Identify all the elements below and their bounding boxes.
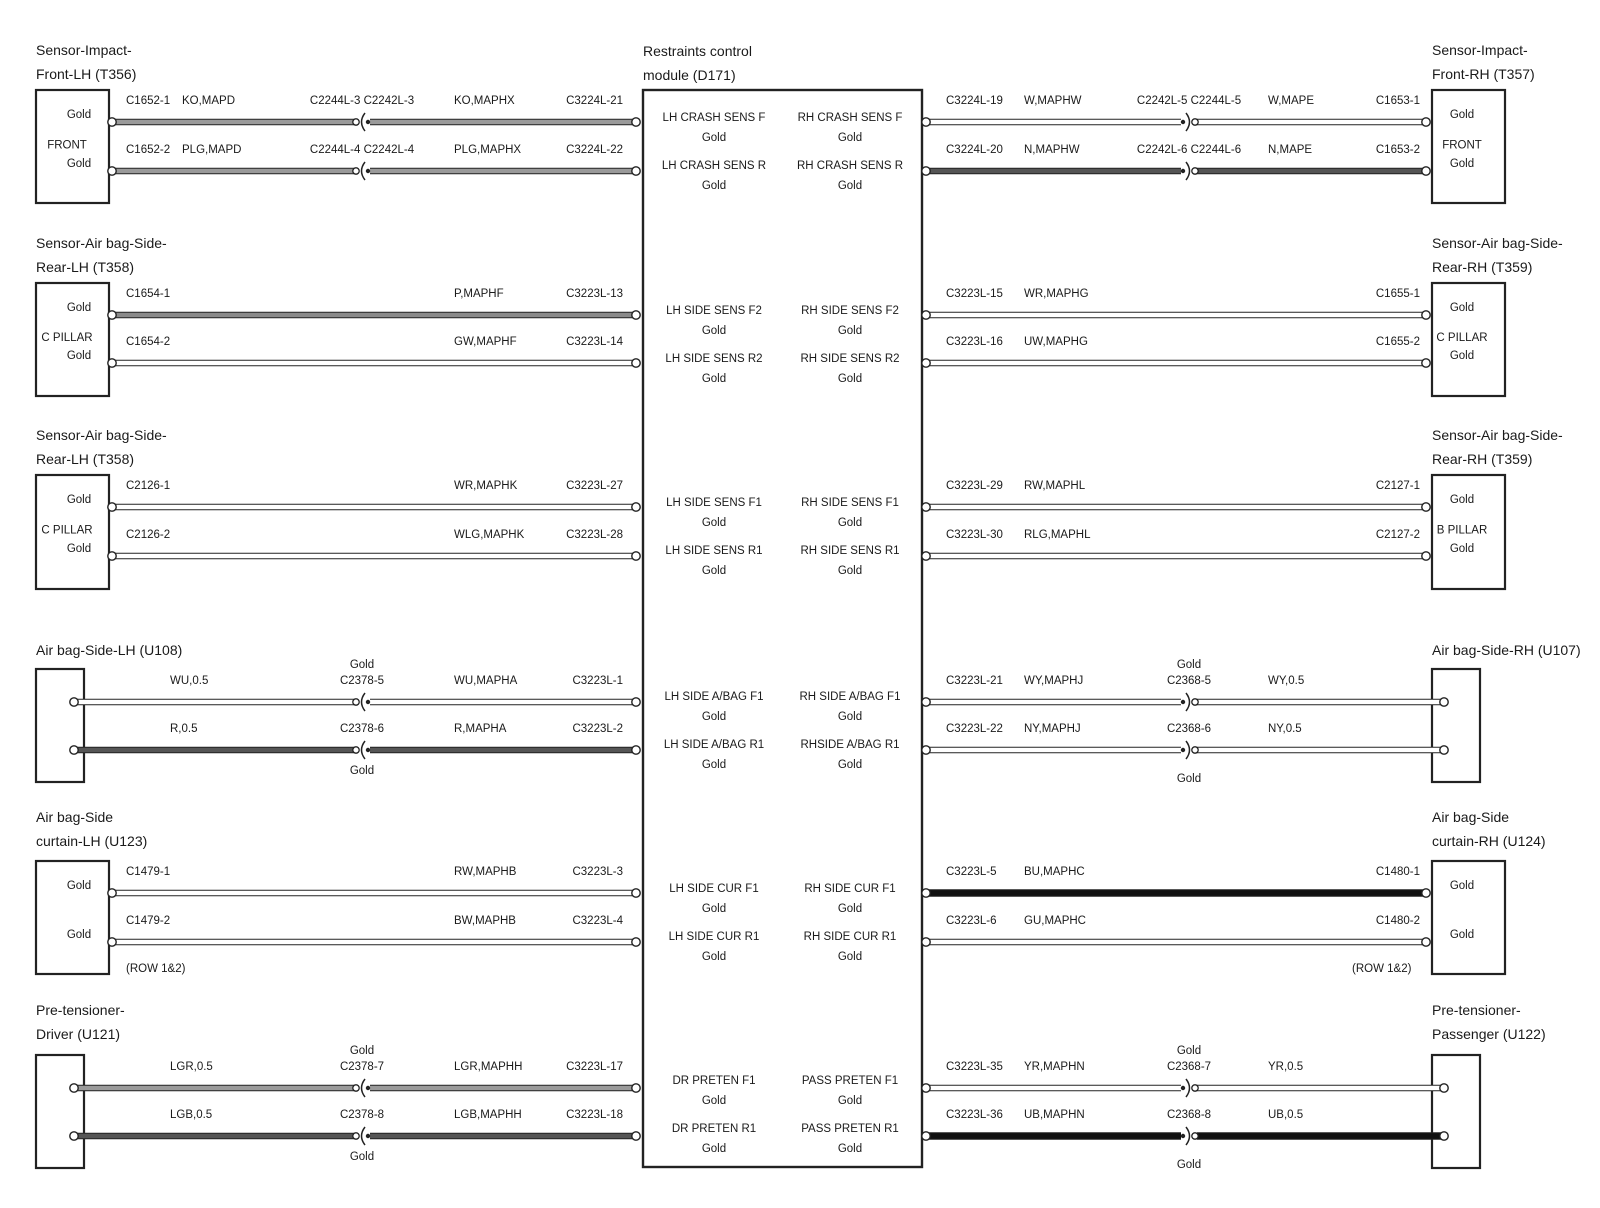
module-pin-label-right: RH CRASH SENS F xyxy=(797,112,903,124)
module-pin-gold-left: Gold xyxy=(701,903,727,915)
wire-code-left-2: WLG,MAPHK xyxy=(454,529,525,541)
wire-code-left-2: GW,MAPHF xyxy=(454,336,517,348)
connector-dot xyxy=(366,748,370,752)
component-box-left xyxy=(36,861,109,974)
component-title-right: Sensor-Air bag-Side- xyxy=(1432,235,1563,251)
module-pin-gold-left: Gold xyxy=(701,565,727,577)
module-pin-label-left: LH SIDE A/BAG F1 xyxy=(664,691,764,703)
component-title-right: Pre-tensioner- xyxy=(1432,1002,1521,1018)
wire-end-right xyxy=(1422,938,1430,946)
connector-label: C2244L-3 C2242L-3 xyxy=(309,95,415,107)
module-connector-pin-left: C3223L-27 xyxy=(566,480,623,492)
wire-code-right-2: UB,0.5 xyxy=(1268,1109,1304,1121)
module-connector-pin-right: C3223L-36 xyxy=(946,1109,1003,1121)
connector-pin xyxy=(1192,168,1198,174)
component-box-label-left: Gold xyxy=(66,929,92,941)
connector-dot xyxy=(1181,120,1185,124)
connector-label: C2244L-4 C2242L-4 xyxy=(309,144,415,156)
module-pin-label-left: LH SIDE A/BAG R1 xyxy=(663,739,765,751)
connector-arc xyxy=(1186,1127,1190,1145)
wire-code-left-1: WU,0.5 xyxy=(170,675,209,687)
inline-connector-left xyxy=(353,162,370,180)
wire-code-left-1: R,0.5 xyxy=(170,723,198,735)
wire-code-left-2: KO,MAPHX xyxy=(454,95,515,107)
wire-code-right-1: RLG,MAPHL xyxy=(1024,529,1091,541)
inline-connector-left xyxy=(353,113,370,131)
note-left: (ROW 1&2) xyxy=(126,963,186,975)
component-pin-right: C1653-1 xyxy=(1375,95,1420,107)
module-pin-gold-right: Gold xyxy=(837,325,863,337)
module-connector-pin-right: C3223L-29 xyxy=(946,480,1003,492)
connector-gold-top-left: Gold xyxy=(349,659,375,671)
module-pin-gold-right: Gold xyxy=(837,517,863,529)
wire-end-module-left xyxy=(632,167,640,175)
module-pin-label-left: LH SIDE SENS R2 xyxy=(665,353,763,365)
wire-end-module-right xyxy=(922,938,930,946)
inline-connector-left xyxy=(353,1127,370,1145)
component-box-label-left: Gold xyxy=(66,109,92,121)
module-connector-pin-right: C3223L-6 xyxy=(946,915,997,927)
module-pin-gold-right: Gold xyxy=(837,565,863,577)
connector-dot xyxy=(366,1086,370,1090)
connector-pin xyxy=(1192,119,1198,125)
wire-end-left xyxy=(108,311,116,319)
module-connector-pin-left: C3223L-1 xyxy=(572,675,623,687)
connector-gold-bottom-left: Gold xyxy=(349,1151,375,1163)
connector-arc xyxy=(362,693,366,711)
module-pin-gold-left: Gold xyxy=(701,517,727,529)
inline-connector-right xyxy=(1181,693,1198,711)
module-pin-gold-left: Gold xyxy=(701,325,727,337)
wire-code-right-1: WY,MAPHJ xyxy=(1024,675,1084,687)
module-pin-gold-left: Gold xyxy=(701,711,727,723)
wire-code-right-2: YR,0.5 xyxy=(1268,1061,1304,1073)
component-title-left: Front-LH (T356) xyxy=(36,66,137,82)
wire-code-right-1: YR,MAPHN xyxy=(1024,1061,1085,1073)
component-pin-left: C2126-1 xyxy=(126,480,171,492)
connector-arc xyxy=(362,1079,366,1097)
component-title-right: Front-RH (T357) xyxy=(1432,66,1535,82)
connector-gold-top-right: Gold xyxy=(1176,659,1202,671)
wire-code-right-1: GU,MAPHC xyxy=(1024,915,1086,927)
module-connector-pin-left: C3223L-3 xyxy=(572,866,623,878)
component-box-right xyxy=(1432,669,1480,782)
component-box-label-right: Gold xyxy=(1449,109,1475,121)
module-pin-gold-left: Gold xyxy=(701,373,727,385)
component-title-left: Sensor-Impact- xyxy=(36,42,132,58)
module-pin-label-right: RH SIDE SENS F2 xyxy=(801,305,899,317)
module-connector-pin-right: C3223L-30 xyxy=(946,529,1003,541)
module-pin-label-left: LH CRASH SENS F xyxy=(662,112,766,124)
module-title-line1: Restraints control xyxy=(643,43,752,59)
connector-arc xyxy=(362,113,366,131)
restraints-control-module-box xyxy=(643,90,922,1167)
connector-gold-bottom-left: Gold xyxy=(349,765,375,777)
module-connector-pin-left: C3223L-14 xyxy=(566,336,623,348)
module-pin-label-right: RHSIDE A/BAG R1 xyxy=(800,739,900,751)
wire-end-module-right xyxy=(922,889,930,897)
module-connector-pin-left: C3223L-28 xyxy=(566,529,623,541)
wire-end-module-left xyxy=(632,503,640,511)
wire-code-left-2: PLG,MAPHX xyxy=(454,144,522,156)
wire-end-right xyxy=(1440,1132,1448,1140)
wire-code-left-1: LGB,0.5 xyxy=(170,1109,213,1121)
component-title-left: Rear-LH (T358) xyxy=(36,451,135,467)
connector-pin xyxy=(353,699,359,705)
component-pin-right: C1655-1 xyxy=(1375,288,1420,300)
connector-label: C2378-8 xyxy=(339,1109,385,1121)
module-pin-label-right: RH SIDE CUR R1 xyxy=(803,931,897,943)
component-title-left: Air bag-Side-LH (U108) xyxy=(36,642,183,658)
module-connector-pin-left: C3223L-4 xyxy=(572,915,623,927)
connector-dot xyxy=(366,120,370,124)
wire-code-left-2: P,MAPHF xyxy=(454,288,504,300)
component-box-label-right: Gold xyxy=(1449,350,1475,362)
module-connector-pin-left: C3224L-21 xyxy=(566,95,623,107)
component-pin-right: C1480-1 xyxy=(1375,866,1420,878)
inline-connector-right xyxy=(1181,1079,1198,1097)
wire-code-right-1: W,MAPHW xyxy=(1024,95,1082,107)
component-pin-left: C1654-1 xyxy=(126,288,171,300)
component-box-label-left: C PILLAR xyxy=(41,524,93,537)
module-pin-label-right: RH SIDE CUR F1 xyxy=(804,883,896,895)
wire-end-module-left xyxy=(632,552,640,560)
wire-end-module-left xyxy=(632,359,640,367)
wire-end-module-right xyxy=(922,311,930,319)
connector-gold-top-left: Gold xyxy=(349,1045,375,1057)
connector-pin xyxy=(353,1133,359,1139)
connector-gold-bottom-right: Gold xyxy=(1176,773,1202,785)
component-pin-right: C2127-2 xyxy=(1375,529,1420,541)
component-box-label-left: FRONT xyxy=(47,139,87,152)
wire-end-left xyxy=(70,746,78,754)
wire-end-module-left xyxy=(632,311,640,319)
wire-code-right-1: RW,MAPHL xyxy=(1024,480,1086,492)
component-box-right xyxy=(1432,1055,1480,1168)
component-title-right: Sensor-Air bag-Side- xyxy=(1432,427,1563,443)
module-pin-label-left: LH SIDE CUR F1 xyxy=(669,883,759,895)
wire-end-module-right xyxy=(922,118,930,126)
connector-dot xyxy=(366,700,370,704)
wire-code-left-2: WR,MAPHK xyxy=(454,480,518,492)
module-connector-pin-right: C3223L-35 xyxy=(946,1061,1003,1073)
module-connector-pin-right: C3224L-19 xyxy=(946,95,1003,107)
module-connector-pin-right: C3223L-15 xyxy=(946,288,1003,300)
wire-end-module-right xyxy=(922,167,930,175)
component-title-right: curtain-RH (U124) xyxy=(1432,833,1546,849)
wire-code-left-1: PLG,MAPD xyxy=(182,144,242,156)
component-box-label-right: FRONT xyxy=(1442,139,1482,152)
component-box-label-right: Gold xyxy=(1449,929,1475,941)
component-box-label-left: Gold xyxy=(66,880,92,892)
module-pin-label-right: RH SIDE A/BAG F1 xyxy=(799,691,901,703)
connector-label: C2378-5 xyxy=(339,675,385,687)
module-pin-label-right: PASS PRETEN F1 xyxy=(801,1075,899,1087)
wire-end-module-right xyxy=(922,1084,930,1092)
component-pin-left: C1479-1 xyxy=(126,866,171,878)
wire-code-right-1: BU,MAPHC xyxy=(1024,866,1085,878)
wire-end-left xyxy=(70,1084,78,1092)
connector-arc xyxy=(362,1127,366,1145)
component-box-label-left: Gold xyxy=(66,494,92,506)
component-pin-right: C1653-2 xyxy=(1375,144,1420,156)
module-connector-pin-left: C3223L-18 xyxy=(566,1109,623,1121)
wire-code-left-1: KO,MAPD xyxy=(182,95,236,107)
connector-arc xyxy=(1186,113,1190,131)
wire-end-module-left xyxy=(632,938,640,946)
connector-pin xyxy=(1192,1085,1198,1091)
module-pin-label-left: LH SIDE SENS F1 xyxy=(666,497,762,509)
component-box-label-left: Gold xyxy=(66,158,92,170)
connector-label: C2368-5 xyxy=(1166,675,1212,687)
wire-end-module-left xyxy=(632,889,640,897)
inline-connector-right xyxy=(1181,162,1198,180)
connector-dot xyxy=(366,1134,370,1138)
component-box-label-right: B PILLAR xyxy=(1436,524,1488,537)
wire-code-left-2: LGR,MAPHH xyxy=(454,1061,523,1073)
connector-dot xyxy=(366,169,370,173)
connector-label: C2368-8 xyxy=(1166,1109,1212,1121)
component-pin-left: C1479-2 xyxy=(126,915,171,927)
module-pin-gold-right: Gold xyxy=(837,951,863,963)
component-box-label-right: Gold xyxy=(1449,158,1475,170)
connector-arc xyxy=(1186,162,1190,180)
component-title-right: Rear-RH (T359) xyxy=(1432,259,1533,275)
inline-connector-right xyxy=(1181,741,1198,759)
connector-dot xyxy=(1181,1134,1185,1138)
connector-gold-bottom-right: Gold xyxy=(1176,1159,1202,1171)
component-title-left: Sensor-Air bag-Side- xyxy=(36,427,167,443)
component-title-left: Pre-tensioner- xyxy=(36,1002,125,1018)
wire-end-module-right xyxy=(922,359,930,367)
component-pin-right: C1655-2 xyxy=(1375,336,1420,348)
connector-label: C2242L-6 C2244L-6 xyxy=(1136,144,1242,156)
module-connector-pin-left: C3223L-17 xyxy=(566,1061,623,1073)
wire-end-left xyxy=(108,503,116,511)
connector-arc xyxy=(1186,741,1190,759)
wire-end-right xyxy=(1440,1084,1448,1092)
module-pin-gold-left: Gold xyxy=(701,951,727,963)
wire-end-module-right xyxy=(922,1132,930,1140)
component-box-label-right: Gold xyxy=(1449,880,1475,892)
wire-end-right xyxy=(1422,167,1430,175)
module-pin-label-right: RH SIDE SENS R2 xyxy=(800,353,900,365)
module-pin-label-left: LH SIDE SENS F2 xyxy=(666,305,762,317)
wire-code-right-1: NY,MAPHJ xyxy=(1024,723,1081,735)
wire-end-right xyxy=(1422,118,1430,126)
wire-end-left xyxy=(108,359,116,367)
component-box-label-left: Gold xyxy=(66,302,92,314)
module-connector-pin-right: C3223L-21 xyxy=(946,675,1003,687)
wire-code-right-2: NY,0.5 xyxy=(1268,723,1302,735)
connector-label: C2368-6 xyxy=(1166,723,1212,735)
component-box-label-left: C PILLAR xyxy=(41,332,93,344)
component-pin-left: C2126-2 xyxy=(126,529,171,541)
component-title-left: curtain-LH (U123) xyxy=(36,833,148,849)
module-connector-pin-right: C3223L-5 xyxy=(946,866,997,878)
component-box-label-left: Gold xyxy=(66,350,92,362)
module-pin-label-left: LH CRASH SENS R xyxy=(661,160,767,172)
module-connector-pin-right: C3224L-20 xyxy=(946,144,1003,156)
wire-code-right-1: UW,MAPHG xyxy=(1024,336,1088,348)
wire-end-left xyxy=(108,889,116,897)
module-pin-gold-right: Gold xyxy=(837,759,863,771)
component-title-right: Sensor-Impact- xyxy=(1432,42,1528,58)
module-connector-pin-left: C3223L-2 xyxy=(572,723,623,735)
wire-end-module-right xyxy=(922,503,930,511)
wire-code-left-2: BW,MAPHB xyxy=(454,915,516,927)
connector-pin xyxy=(1192,699,1198,705)
connector-dot xyxy=(1181,748,1185,752)
module-pin-label-left: LH SIDE SENS R1 xyxy=(665,545,763,557)
inline-connector-left xyxy=(353,1079,370,1097)
wire-end-module-left xyxy=(632,698,640,706)
connector-gold-top-right: Gold xyxy=(1176,1045,1202,1057)
wire-end-module-left xyxy=(632,1084,640,1092)
component-pin-left: C1652-1 xyxy=(126,95,171,107)
component-pin-right: C1480-2 xyxy=(1375,915,1420,927)
wire-code-right-1: N,MAPHW xyxy=(1024,144,1080,156)
connector-dot xyxy=(1181,1086,1185,1090)
wire-end-module-left xyxy=(632,118,640,126)
module-pin-gold-right: Gold xyxy=(837,180,863,192)
wire-code-left-2: WU,MAPHA xyxy=(454,675,518,687)
connector-arc xyxy=(362,741,366,759)
module-pin-gold-right: Gold xyxy=(837,903,863,915)
wire-end-left xyxy=(70,698,78,706)
component-title-right: Rear-RH (T359) xyxy=(1432,451,1533,467)
component-title-left: Sensor-Air bag-Side- xyxy=(36,235,167,251)
wire-end-right xyxy=(1422,359,1430,367)
component-title-left: Air bag-Side xyxy=(36,809,114,825)
module-pin-label-right: RH SIDE SENS F1 xyxy=(801,497,899,509)
wire-code-left-2: R,MAPHA xyxy=(454,723,507,735)
wire-code-right-2: WY,0.5 xyxy=(1268,675,1305,687)
component-box-label-right: Gold xyxy=(1449,302,1475,314)
module-pin-gold-left: Gold xyxy=(701,1095,727,1107)
connector-pin xyxy=(1192,1133,1198,1139)
connector-arc xyxy=(1186,693,1190,711)
component-pin-left: C1652-2 xyxy=(126,144,171,156)
connector-arc xyxy=(1186,1079,1190,1097)
module-pin-gold-left: Gold xyxy=(701,1143,727,1155)
module-pin-label-left: DR PRETEN F1 xyxy=(672,1075,756,1087)
module-pin-gold-right: Gold xyxy=(837,373,863,385)
module-pin-gold-left: Gold xyxy=(701,132,727,144)
wire-code-right-2: N,MAPE xyxy=(1268,144,1313,156)
wire-code-left-1: LGR,0.5 xyxy=(170,1061,213,1073)
module-title-line2: module (D171) xyxy=(643,67,736,83)
connector-label: C2368-7 xyxy=(1166,1061,1212,1073)
wire-code-right-1: UB,MAPHN xyxy=(1024,1109,1085,1121)
module-connector-pin-right: C3223L-16 xyxy=(946,336,1003,348)
wire-end-module-right xyxy=(922,698,930,706)
connector-dot xyxy=(1181,700,1185,704)
wire-end-module-left xyxy=(632,1132,640,1140)
component-box-label-right: C PILLAR xyxy=(1436,332,1488,344)
module-pin-label-left: DR PRETEN R1 xyxy=(671,1123,757,1135)
wire-end-left xyxy=(108,552,116,560)
wire-end-module-left xyxy=(632,746,640,754)
wire-code-right-2: W,MAPE xyxy=(1268,95,1315,107)
module-pin-label-right: RH CRASH SENS R xyxy=(796,160,904,172)
component-box-label-left: Gold xyxy=(66,543,92,555)
module-pin-gold-right: Gold xyxy=(837,1095,863,1107)
module-pin-label-right: RH SIDE SENS R1 xyxy=(800,545,900,557)
component-pin-right: C2127-1 xyxy=(1375,480,1420,492)
wire-code-left-2: LGB,MAPHH xyxy=(454,1109,522,1121)
module-pin-label-right: PASS PRETEN R1 xyxy=(801,1123,899,1135)
module-pin-gold-left: Gold xyxy=(701,180,727,192)
connector-dot xyxy=(1181,169,1185,173)
wire-end-left xyxy=(108,167,116,175)
inline-connector-left xyxy=(353,741,370,759)
connector-pin xyxy=(1192,747,1198,753)
connector-pin xyxy=(353,168,359,174)
component-title-right: Air bag-Side xyxy=(1432,809,1510,825)
connector-label: C2242L-5 C2244L-5 xyxy=(1136,95,1242,107)
module-connector-pin-left: C3224L-22 xyxy=(566,144,623,156)
inline-connector-left xyxy=(353,693,370,711)
component-box-left xyxy=(36,669,84,782)
component-title-right: Air bag-Side-RH (U107) xyxy=(1432,642,1581,658)
component-pin-left: C1654-2 xyxy=(126,336,171,348)
connector-label: C2378-6 xyxy=(339,723,385,735)
module-pin-gold-right: Gold xyxy=(837,1143,863,1155)
module-pin-label-left: LH SIDE CUR R1 xyxy=(668,931,760,943)
wire-end-left xyxy=(108,118,116,126)
wire-end-right xyxy=(1422,552,1430,560)
inline-connector-right xyxy=(1181,1127,1198,1145)
module-pin-gold-right: Gold xyxy=(837,132,863,144)
module-connector-pin-right: C3223L-22 xyxy=(946,723,1003,735)
component-box-label-right: Gold xyxy=(1449,494,1475,506)
wire-end-module-right xyxy=(922,552,930,560)
component-title-right: Passenger (U122) xyxy=(1432,1026,1546,1042)
wire-end-right xyxy=(1440,698,1448,706)
wire-end-right xyxy=(1422,889,1430,897)
connector-pin xyxy=(353,1085,359,1091)
component-title-left: Rear-LH (T358) xyxy=(36,259,135,275)
component-title-left: Driver (U121) xyxy=(36,1026,121,1042)
connector-arc xyxy=(362,162,366,180)
component-box-right xyxy=(1432,861,1505,974)
wire-code-left-2: RW,MAPHB xyxy=(454,866,517,878)
component-box-label-right: Gold xyxy=(1449,543,1475,555)
wire-end-right xyxy=(1422,311,1430,319)
note-right: (ROW 1&2) xyxy=(1352,963,1412,975)
wire-end-left xyxy=(108,938,116,946)
connector-pin xyxy=(353,747,359,753)
connector-pin xyxy=(353,119,359,125)
wire-end-left xyxy=(70,1132,78,1140)
module-pin-gold-right: Gold xyxy=(837,711,863,723)
wire-end-right xyxy=(1440,746,1448,754)
module-connector-pin-left: C3223L-13 xyxy=(566,288,623,300)
connector-label: C2378-7 xyxy=(339,1061,385,1073)
wire-end-right xyxy=(1422,503,1430,511)
wire-end-module-right xyxy=(922,746,930,754)
inline-connector-right xyxy=(1181,113,1198,131)
wire-code-right-1: WR,MAPHG xyxy=(1024,288,1089,300)
component-box-left xyxy=(36,1055,84,1168)
module-pin-gold-left: Gold xyxy=(701,759,727,771)
